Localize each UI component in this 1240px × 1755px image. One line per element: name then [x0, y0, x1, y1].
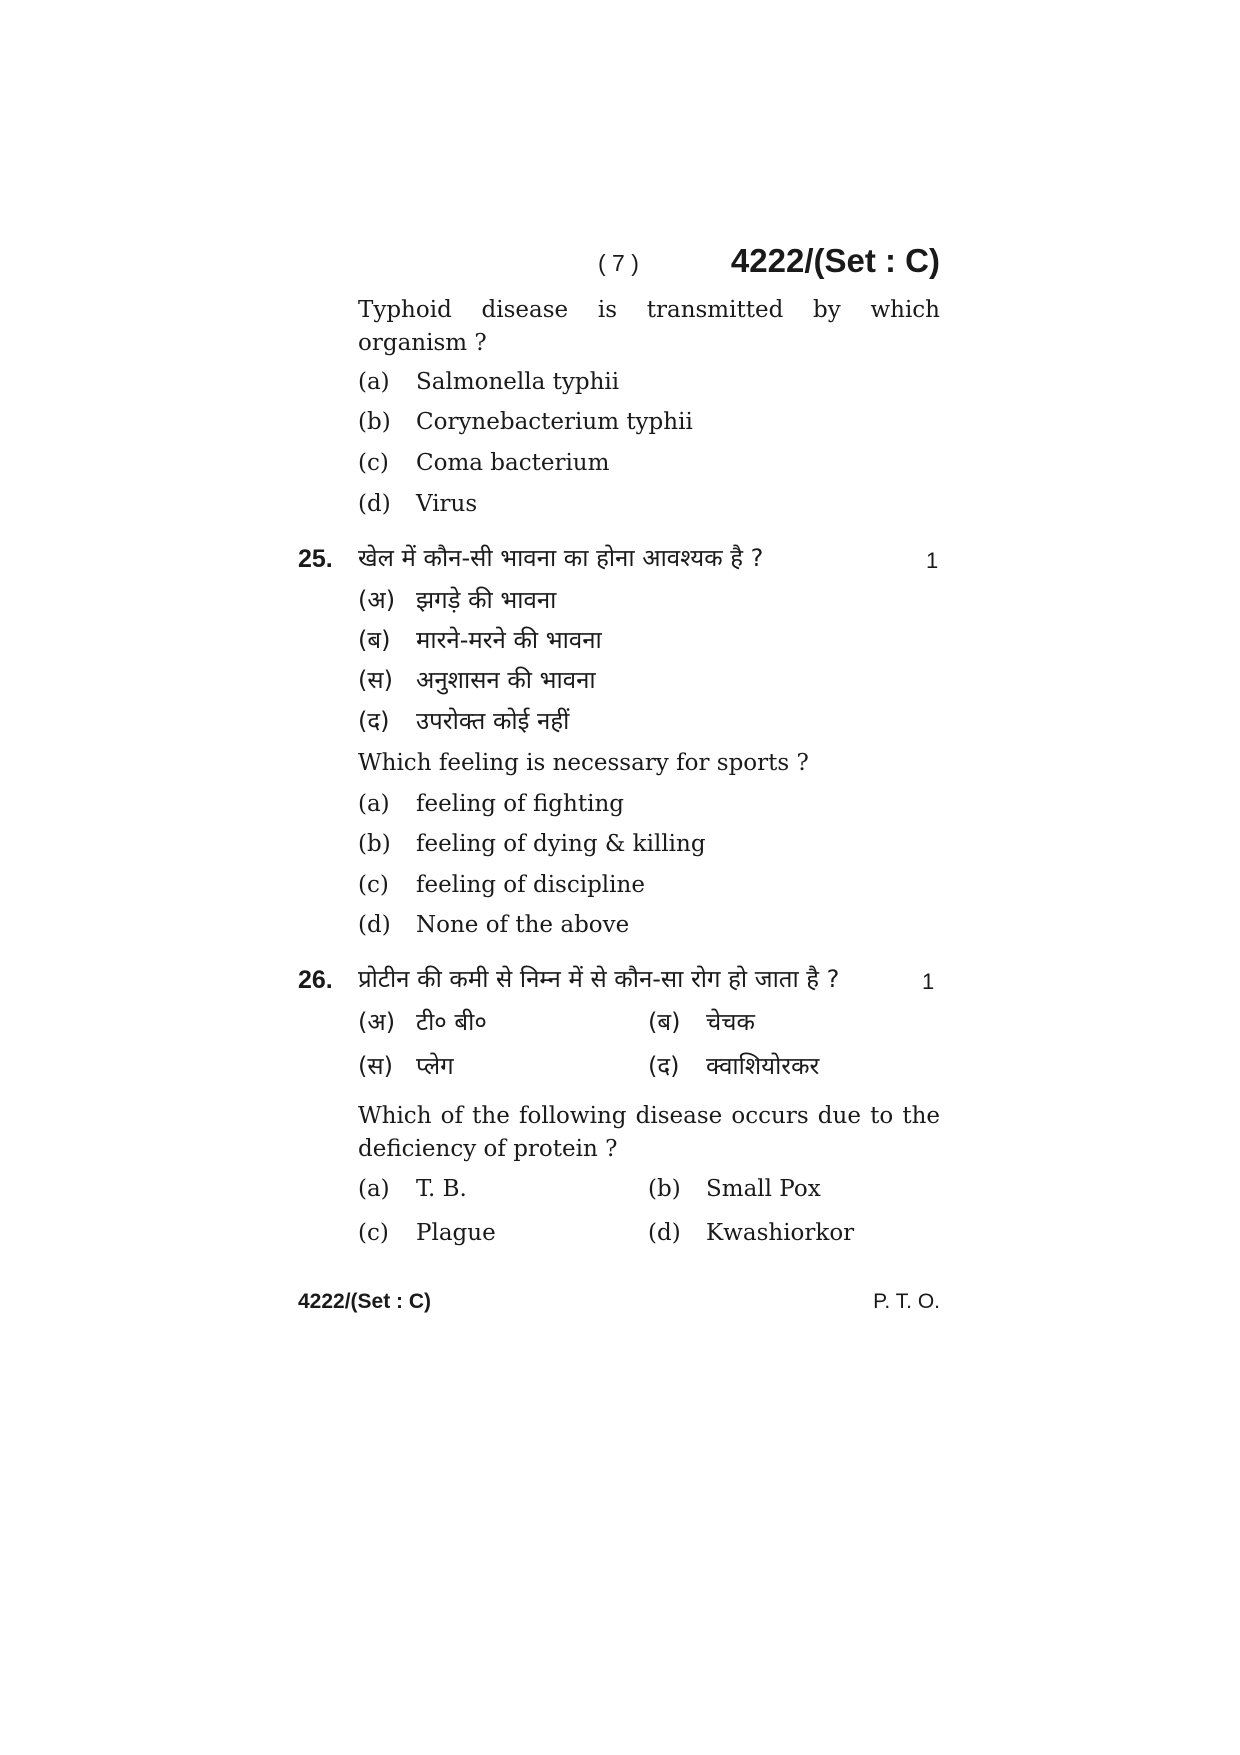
- option-text: अनुशासन की भावना: [416, 666, 596, 694]
- option-label: (ब): [358, 626, 391, 654]
- q25-option-hi-d: [358, 705, 569, 737]
- option-label: (b): [648, 1176, 681, 1202]
- option-text: उपरोक्त कोई नहीं: [416, 707, 570, 735]
- paper-code-footer: 4222/(Set : C): [298, 1290, 432, 1313]
- option-label: (स): [358, 666, 393, 694]
- q26-option-en-b: [648, 1171, 821, 1207]
- q26-question-en: Which of the following disease occurs due to the deficiency of protein ?: [358, 1103, 940, 1162]
- option-label: (a): [358, 1176, 390, 1202]
- option-label: (a): [358, 791, 390, 817]
- option-label: (ब): [648, 1008, 681, 1036]
- option-label: (c): [358, 1220, 389, 1246]
- q25-option-hi-c: [358, 664, 596, 696]
- q26-question-hi: प्रोटीन की कमी से निम्न में से कौन-सा रोग हो जाता है ?: [358, 965, 840, 993]
- option-text: Plague: [416, 1220, 496, 1246]
- option-label: (d): [358, 491, 391, 517]
- option-text: T. B.: [416, 1176, 467, 1202]
- option-label: (द): [358, 707, 390, 735]
- q24-option-b: [358, 406, 693, 438]
- q24-question-en: Typhoid disease is transmitted by which organism ?: [358, 297, 940, 356]
- page-number: ( 7 ): [598, 250, 639, 276]
- q25-option-en-a: [358, 788, 624, 820]
- option-text: feeling of dying & killing: [416, 831, 706, 857]
- option-text: चेचक: [706, 1008, 755, 1036]
- option-label: (b): [358, 409, 391, 435]
- option-text: None of the above: [416, 912, 630, 938]
- q25-option-en-d: [358, 909, 629, 941]
- option-text: प्लेग: [416, 1052, 454, 1080]
- option-label: (अ): [358, 586, 396, 614]
- option-label: (स): [358, 1052, 393, 1080]
- option-label: (c): [358, 872, 389, 898]
- option-text: Corynebacterium typhii: [416, 409, 693, 435]
- option-text: मारने-मरने की भावना: [416, 626, 602, 654]
- option-text: झगड़े की भावना: [416, 586, 557, 614]
- option-label: (d): [648, 1220, 681, 1246]
- q24-option-d: [358, 488, 477, 520]
- option-label: (d): [358, 912, 391, 938]
- q25-option-en-c: [358, 869, 645, 901]
- q26-option-hi-d: [648, 1048, 819, 1084]
- option-text: Salmonella typhii: [416, 369, 620, 395]
- q26-option-en-c: [358, 1215, 496, 1251]
- option-text: Kwashiorkor: [706, 1220, 855, 1246]
- option-text: feeling of fighting: [416, 791, 624, 817]
- option-text: Virus: [416, 491, 478, 517]
- q25-option-en-b: [358, 828, 706, 860]
- option-label: (c): [358, 450, 389, 476]
- option-label: (द): [648, 1052, 680, 1080]
- q24-option-c: [358, 447, 609, 479]
- option-label: (b): [358, 831, 391, 857]
- option-text: Coma bacterium: [416, 450, 610, 476]
- option-text: Small Pox: [706, 1176, 821, 1202]
- q26-option-en-d: [648, 1215, 854, 1251]
- option-text: क्वाशियोरकर: [706, 1052, 820, 1080]
- q24-option-a: [358, 366, 619, 398]
- q25-number: 25.: [298, 545, 333, 573]
- q26-option-en-a: [358, 1171, 467, 1207]
- q25-question-en: Which feeling is necessary for sports ?: [358, 750, 809, 776]
- q25-question-hi: खेल में कौन-सी भावना का होना आवश्यक है ?: [358, 544, 764, 572]
- option-text: टी० बी०: [416, 1008, 487, 1036]
- q25-option-hi-b: [358, 624, 602, 656]
- pto-label: P. T. O.: [873, 1290, 940, 1313]
- q26-option-hi-b: [648, 1004, 755, 1040]
- option-label: (a): [358, 369, 390, 395]
- q26-option-hi-a: [358, 1004, 487, 1040]
- paper-code-header: 4222/(Set : C): [730, 242, 940, 279]
- option-text: feeling of discipline: [416, 872, 645, 898]
- q25-option-hi-a: [358, 584, 556, 616]
- q26-marks: 1: [922, 969, 935, 994]
- option-label: (अ): [358, 1008, 396, 1036]
- q26-number: 26.: [298, 966, 333, 994]
- q26-option-hi-c: [358, 1048, 454, 1084]
- q25-marks: 1: [926, 548, 939, 573]
